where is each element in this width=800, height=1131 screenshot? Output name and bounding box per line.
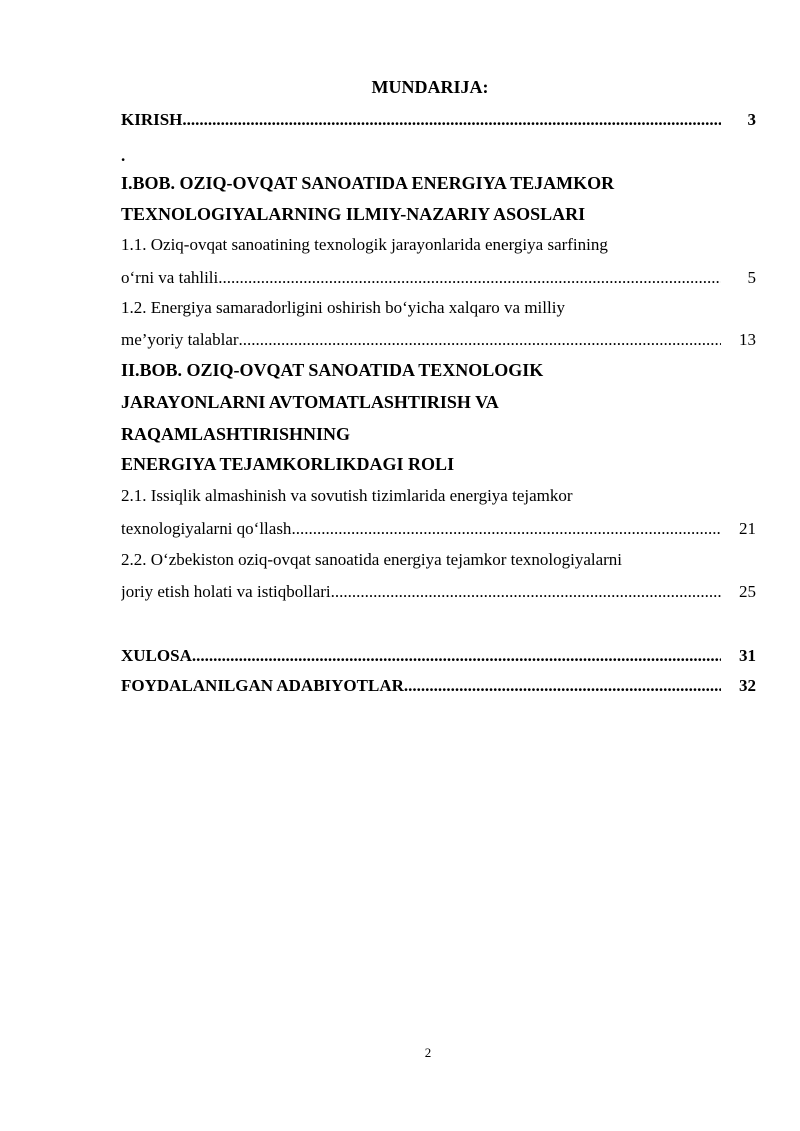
toc-entry-xulosa — [121, 644, 721, 668]
toc-page-number: 21 — [739, 519, 756, 538]
stray-mark: . — [121, 146, 126, 165]
chapter-1-title-cont: TEXNOLOGIYALARNING ILMIY-NAZARIY ASOSLARI — [121, 204, 586, 224]
dot-leader — [331, 580, 721, 604]
dot-leader — [192, 644, 721, 668]
section-2-2-title: 2.2. O‘zbekiston oziq-ovqat sanoatida energiya tejamkor texnologiyalarni — [121, 550, 623, 569]
chapter-2-title: II.BOB. OZIQ-OVQAT SANOATIDA TEXNOLOGIK — [121, 360, 544, 380]
toc-entry-label: joriy etish holati va istiqbollari — [121, 582, 331, 601]
toc-entry-label: me’yoriy talablar — [121, 330, 239, 349]
dot-leader — [239, 328, 721, 352]
dot-leader — [182, 108, 721, 132]
toc-entry-label: o‘rni va tahlili — [121, 268, 219, 287]
toc-entry-label: FOYDALANILGAN ADABIYOTLAR — [121, 676, 404, 695]
dot-leader — [404, 674, 721, 698]
toc-entry-kirish — [121, 108, 721, 132]
dot-leader — [218, 266, 721, 290]
section-1-2-title-cont — [121, 328, 721, 352]
toc-heading: MUNDARIJA: — [371, 77, 489, 97]
chapter-2-title-cont-2: RAQAMLASHTIRISHNING — [121, 424, 351, 444]
toc-entry-label: XULOSA — [121, 646, 192, 665]
section-1-1-title: 1.1. Oziq-ovqat sanoatining texnologik jarayonlarida energiya sarfining — [121, 235, 608, 254]
toc-entry-label: texnologiyalarni qo‘llash — [121, 519, 292, 538]
section-1-1-title-cont — [121, 266, 721, 290]
toc-page-number: 31 — [739, 646, 756, 665]
chapter-2-title-cont-1: JARAYONLARNI AVTOMATLASHTIRISH VA — [121, 392, 499, 412]
section-2-2-title-cont — [121, 580, 721, 604]
section-2-1-title: 2.1. Issiqlik almashinish va sovutish tizimlarida energiya tejamkor — [121, 486, 573, 505]
toc-page-number: 13 — [739, 330, 756, 349]
toc-entry-references — [121, 674, 721, 698]
toc-page-number: 25 — [739, 582, 756, 601]
chapter-1-title: I.BOB. OZIQ-OVQAT SANOATIDA ENERGIYA TEJAMKOR — [121, 173, 615, 193]
toc-entry-label: KIRISH — [121, 110, 183, 129]
toc-page-number: 32 — [739, 676, 756, 695]
toc-page-number: 5 — [747, 268, 756, 287]
section-2-1-title-cont — [121, 517, 721, 541]
dot-leader — [291, 517, 721, 541]
chapter-2-title-cont-3: ENERGIYA TEJAMKORLIKDAGI ROLI — [121, 454, 455, 474]
page-number: 2 — [424, 1045, 432, 1060]
section-1-2-title: 1.2. Energiya samaradorligini oshirish bo‘yicha xalqaro va milliy — [121, 298, 565, 317]
toc-page-number: 3 — [747, 110, 756, 129]
